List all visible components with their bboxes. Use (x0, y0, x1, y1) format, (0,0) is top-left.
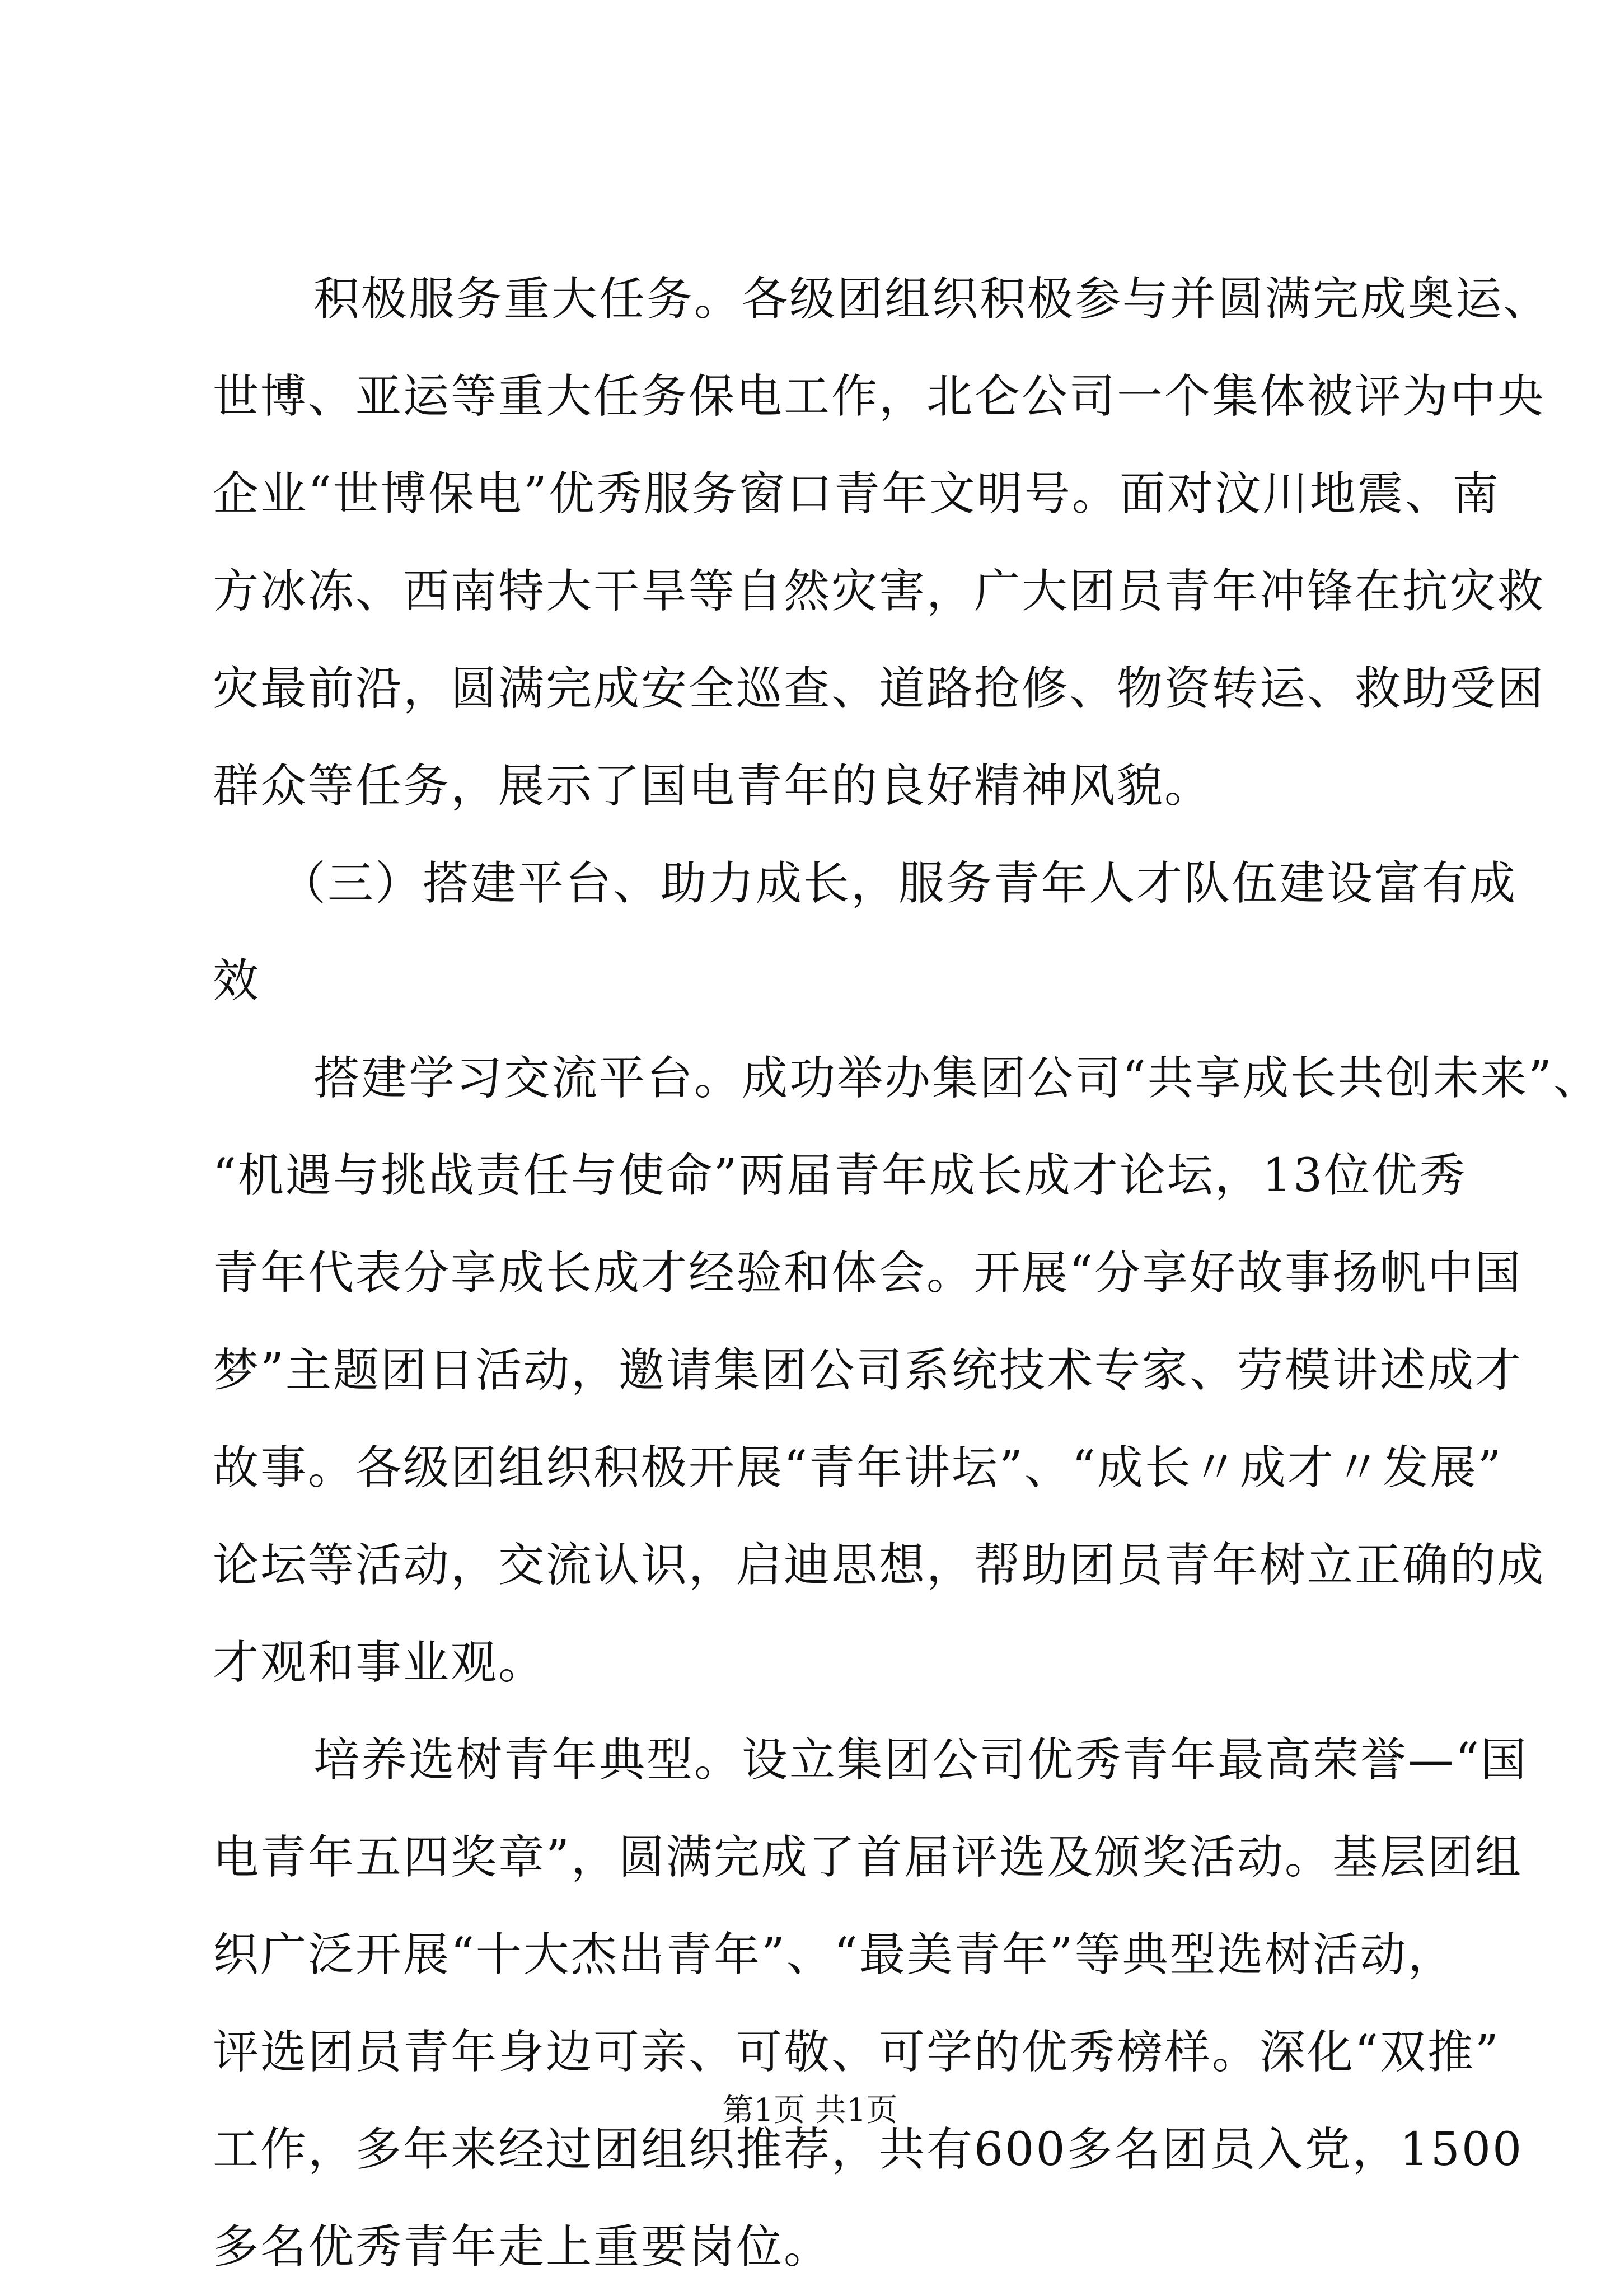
paragraph-line: “机遇与挑战责任与使命”两届青年成长成才论坛，13位优秀 (213, 1149, 1467, 1202)
paragraph-line: 群众等任务，展示了国电青年的良好精神风貌。 (213, 760, 1212, 813)
paragraph-line: 评选团员青年身边可亲、可敬、可学的优秀榜样。深化“双推” (213, 2026, 1500, 2079)
document-body (213, 251, 1601, 2296)
paragraph-line: 织广泛开展“十大杰出青年”、“最美青年”等典型选树活动， (213, 1928, 1455, 1981)
section-heading-line: 效 (213, 954, 261, 1008)
page-number-footer: 第1页 共1页 (722, 2092, 898, 2129)
paragraph-line: 才观和事业观。 (213, 1636, 546, 1689)
paragraph-line: 企业“世博保电”优秀服务窗口青年文明号。面对汶川地震、南 (213, 467, 1500, 521)
paragraph-line: 青年代表分享成长成才经验和体会。开展“分享好故事扬帆中国 (213, 1247, 1523, 1300)
section-heading-line: （三）搭建平台、助力成长，服务青年人才队伍建设富有成 (280, 857, 1518, 910)
paragraph-line: 故事。各级团组织积极开展“青年讲坛”、“成长〃成才〃发展” (213, 1441, 1503, 1494)
paragraph-line: 搭建学习交流平台。成功举办集团公司“共享成长共创未来”、 (313, 1052, 1601, 1105)
paragraph-line: 工作，多年来经过团组织推荐，共有600多名团员入党，1500 (213, 2123, 1524, 2176)
paragraph-line: 培养选树青年典型。设立集团公司优秀青年最高荣誉—“国 (313, 1733, 1528, 1787)
paragraph-line: 世博、亚运等重大任务保电工作，北仑公司一个集体被评为中央 (213, 370, 1546, 423)
paragraph-line: 多名优秀青年走上重要岗位。 (213, 2220, 832, 2274)
paragraph-line: 梦”主题团日活动，邀请集团公司系统技术专家、劳模讲述成才 (213, 1344, 1523, 1397)
paragraph-line: 灾最前沿，圆满完成安全巡查、道路抢修、物资转运、救助受困 (213, 662, 1546, 715)
paragraph-line: 方冰冻、西南特大干旱等自然灾害，广大团员青年冲锋在抗灾救 (213, 565, 1546, 618)
paragraph-line: 积极服务重大任务。各级团组织积极参与并圆满完成奥运、 (313, 273, 1551, 326)
paragraph-line: 论坛等活动，交流认识，启迪思想，帮助团员青年树立正确的成 (213, 1539, 1546, 1592)
paragraph-line: 电青年五四奖章”，圆满完成了首届评选及颁奖活动。基层团组 (213, 1831, 1523, 1884)
